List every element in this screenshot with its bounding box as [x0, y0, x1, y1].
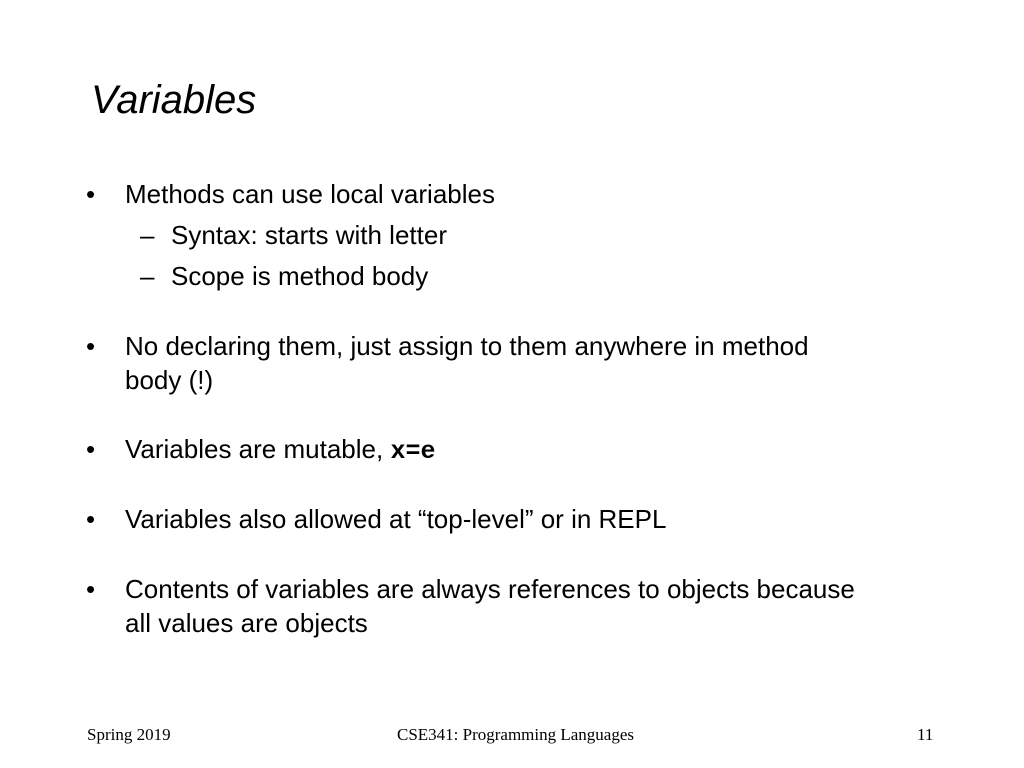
sub-bullet-syntax: Syntax: starts with letter: [171, 220, 447, 250]
footer-page-number: 11: [917, 725, 934, 744]
bullet-marker: •: [86, 574, 96, 604]
footer-term: Spring 2019: [87, 725, 171, 744]
bullet-text-no-declaring-line2: body (!): [125, 365, 214, 395]
bullet-text-local-variables: Methods can use local variables: [125, 179, 495, 209]
bullet-text-contents-line2: all values are objects: [125, 608, 368, 638]
bullet-text-top-level: Variables also allowed at “top-level” or in REPL: [125, 504, 667, 534]
bullet-marker: •: [86, 434, 96, 464]
bullet-text-contents-line1: Contents of variables are always references to objects because: [125, 574, 855, 604]
code-snippet-assignment: x=e: [390, 437, 436, 466]
sub-bullet-scope: Scope is method body: [171, 261, 429, 291]
bullet-text-mutable-label: Variables are mutable,: [125, 434, 391, 464]
sub-bullet-marker: –: [140, 261, 155, 291]
footer-course: CSE341: Programming Languages: [396, 725, 635, 744]
bullet-text-no-declaring-line1: No declaring them, just assign to them anywhere in method: [125, 331, 809, 361]
bullet-marker: •: [86, 331, 96, 361]
slide-title: Variables: [91, 78, 257, 122]
sub-bullet-marker: –: [140, 220, 155, 250]
bullet-marker: •: [86, 179, 96, 209]
bullet-marker: •: [86, 504, 96, 534]
bullet-text-mutable: [125, 432, 945, 469]
